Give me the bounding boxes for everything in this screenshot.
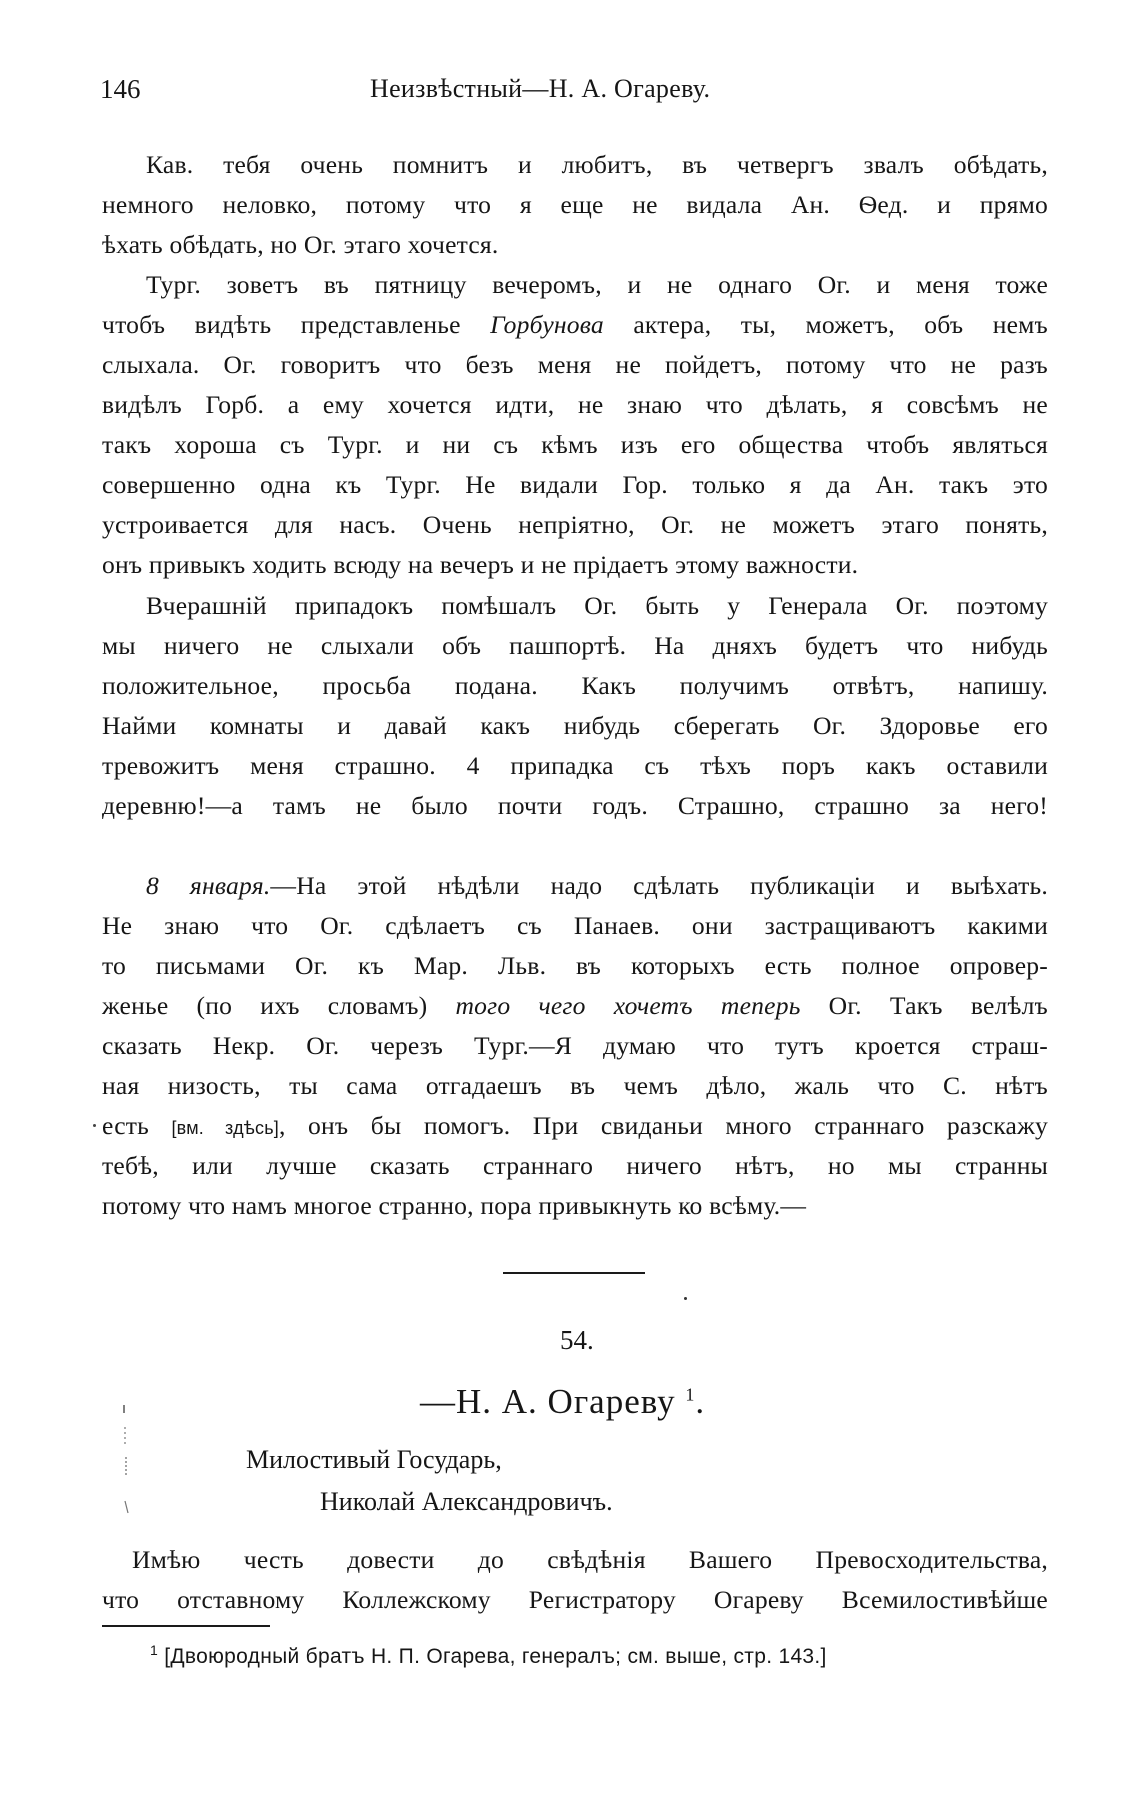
footnote-mark: 1 — [150, 1642, 159, 1658]
salutation-line-2: Николай Александровичъ. — [320, 1487, 613, 1516]
text-line: Не знаю что Ог. сдѣлаетъ съ Панаев. они застращиваютъ какими — [102, 911, 1048, 940]
text-line: положительное, просьба подана. Какъ получимъ отвѣтъ, напишу. — [102, 671, 1048, 700]
section-divider — [503, 1272, 645, 1274]
text-line: слыхала. Ог. говоритъ что безъ меня не пойдетъ, потому что не разъ — [102, 350, 1048, 379]
text-line: такъ хороша съ Тург. и ни съ кѣмъ изъ его общества чтобъ являться — [102, 430, 1048, 459]
text-line: сказать Некр. Ог. черезъ Тург.—Я думаю что тутъ кроется страш- — [102, 1031, 1048, 1060]
text-line: тревожитъ меня страшно. 4 припадка съ тѣхъ поръ какъ оставили — [102, 751, 1048, 780]
salutation-line-1: Милостивый Государь, — [246, 1445, 502, 1474]
footnote-reference: 1 — [685, 1384, 696, 1405]
entry-date: 8 января. — [146, 871, 271, 900]
text-line: ѣхать обѣдать, но Ог. этаго хочется. — [102, 230, 499, 259]
text-line: видѣлъ Горб. а ему хочется идти, не знаю что дѣлать, я совсѣмъ не — [102, 390, 1048, 419]
footnote: $^1$ [Двоюродный братъ Н. П. Огарева, генералъ; см. выше, стр. 143.] — [150, 1642, 827, 1668]
letter-title: —Н. А. Огареву $^1$. — [420, 1382, 706, 1421]
text-line: тебѣ, или лучше сказать страннаго ничего нѣтъ, но мы странны — [102, 1151, 1048, 1180]
text-line: мы ничего не слыхали объ пашпортѣ. На дняхъ будетъ что нибудь — [102, 631, 1048, 660]
text-line: есть [вм. здѣсь], онъ бы помогъ. При свиданьи много страннаго разскажу — [102, 1111, 1048, 1140]
text-line: совершенно одна къ Тург. Не видали Гор. только я да Ан. такъ это — [102, 470, 1048, 499]
italic-phrase: того чего хочетъ теперь — [455, 991, 801, 1020]
italic-name: Горбунова — [490, 310, 604, 339]
text-line: Вчерашнiй припадокъ помѣшалъ Ог. быть у Генерала Ог. поэтому — [146, 591, 1048, 620]
text-line: немного неловко, потому что я еще не видала Ан. Ѳед. и прямо — [102, 190, 1048, 219]
text-line: онъ привыкъ ходить всюду на вечеръ и не прiдаетъ этому важности. — [102, 550, 859, 579]
text-line: ная низость, ты сама отгадаешъ въ чемъ дѣло, жаль что С. нѣтъ — [102, 1071, 1048, 1100]
text-line: чтобъ видѣть представленье Горбунова актера, ты, можетъ, объ немъ — [102, 310, 1048, 339]
scan-speck — [93, 1124, 96, 1127]
text-line: устроивается для насъ. Очень непрiятно, Ог. не можетъ этаго понять, — [102, 510, 1048, 539]
running-title: Неизвѣстный—Н. А. Огареву. — [370, 74, 711, 103]
text-line: Тург. зоветъ въ пятницу вечеромъ, и не однаго Ог. и меня тоже — [146, 270, 1048, 299]
text-line: деревню!—а тамъ не было почти годъ. Страшно, страшно за него! — [102, 791, 1048, 820]
text-line: то письмами Ог. къ Мар. Льв. въ которыхъ есть полное опровер- — [102, 951, 1048, 980]
text-line: Имѣю честь довести до свѣдѣнiя Вашего Превосходительства, — [132, 1545, 1048, 1574]
footnote-rule — [102, 1625, 270, 1627]
text-line: женье (по ихъ словамъ) того чего хочетъ теперь Ог. Такъ велѣлъ — [102, 991, 1048, 1020]
page-number: 146 — [100, 74, 141, 104]
text-line: потому что намъ многое странно, пора привыкнуть ко всѣму.— — [102, 1191, 807, 1220]
text-line: Найми комнаты и давай какъ нибудь сберегать Ог. Здоровье его — [102, 711, 1048, 740]
text-line: что отставному Коллежскому Регистратору Огареву Всемилостивѣйше — [102, 1585, 1048, 1614]
scan-speck — [684, 1297, 687, 1300]
letter-number: 54. — [560, 1325, 594, 1355]
text-line: Кав. тебя очень помнитъ и любитъ, въ четвергъ звалъ обѣдать, — [146, 150, 1048, 179]
text-line: 8 января.—На этой нѣдѣли надо сдѣлать публикацiи и выѣхать. — [146, 871, 1049, 900]
editorial-note: [вм. здѣсь] — [171, 1118, 279, 1138]
